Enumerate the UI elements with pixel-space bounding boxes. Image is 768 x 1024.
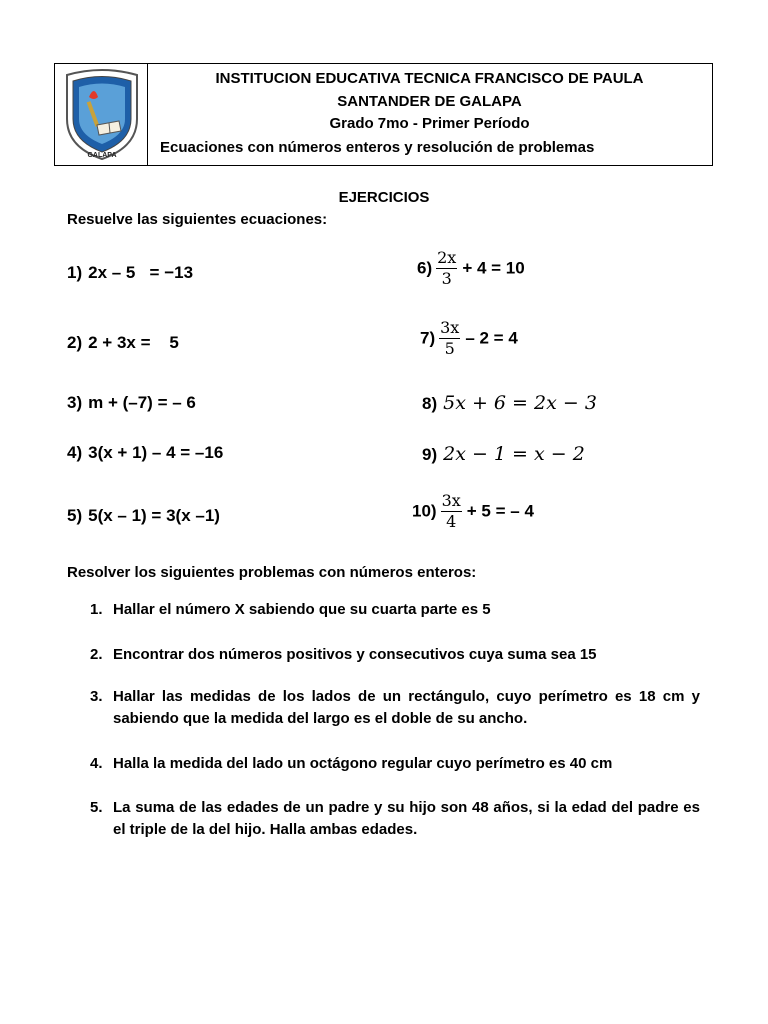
exercises-title: EJERCICIOS xyxy=(338,189,430,206)
document-header xyxy=(54,63,713,166)
fraction: $\frac{3x}{5}$ xyxy=(440,318,460,359)
problem-item: 5. La suma de las edades de un padre y su hijo son 48 años, si la edad del padre es el triple de la del hijo. Halla ambas edades. xyxy=(90,799,700,838)
equation-7: 7) $\frac{3x}{5}$ – 2 = 4 xyxy=(420,318,518,359)
equations-intro: Resuelve las siguientes ecuaciones: xyxy=(67,211,328,228)
institution-location: SANTANDER DE GALAPA xyxy=(337,93,522,110)
problem-item: 3. Hallar las medidas de los lados de un rectángulo, cuyo perímetro es 18 cm y sabiendo que la medida del largo es el doble de su ancho. xyxy=(90,688,700,727)
fraction: $\frac{2x}{3}$ xyxy=(437,248,457,289)
equation-5: 5) 5(x – 1) = 3(x –1) xyxy=(67,506,220,525)
problem-item: 1. Hallar el número X sabiendo que su cuarta parte es 5 xyxy=(90,601,491,618)
equation-2: 2) 2 + 3x = 5 xyxy=(67,333,179,352)
logo-cell xyxy=(55,64,148,165)
problems-intro: Resolver los siguientes problemas con números enteros: xyxy=(67,564,477,581)
logo-text: GALAPA xyxy=(87,152,117,159)
grade-period: Grado 7mo - Primer Período xyxy=(329,115,530,132)
equation-3: 3) m + (–7) = – 6 xyxy=(67,393,196,412)
problem-item: 4. Halla la medida del lado un octágono regular cuyo perímetro es 40 cm xyxy=(90,755,613,772)
equation-4: 4) 3(x + 1) – 4 = –16 xyxy=(67,443,224,462)
problem-item: 2. Encontrar dos números positivos y consecutivos cuya suma sea 15 xyxy=(90,646,597,663)
worksheet-topic: Ecuaciones con números enteros y resolución de problemas xyxy=(160,139,595,156)
fraction: $\frac{3x}{4}$ xyxy=(441,491,461,532)
equation-9: 9) 2x − 1 = x − 2 xyxy=(422,443,585,465)
school-crest-icon xyxy=(61,67,143,161)
equation-6: 6) $\frac{2x}{3}$ + 4 = 10 xyxy=(417,248,525,289)
institution-name: INSTITUCION EDUCATIVA TECNICA FRANCISCO DE PAULA xyxy=(215,70,644,87)
equation-10: 10) $\frac{3x}{4}$ + 5 = – 4 xyxy=(412,491,534,532)
equation-8: 8) 5x + 6 = 2x − 3 xyxy=(422,392,597,414)
equation-1: 1) 2x – 5 = −13 xyxy=(67,263,194,282)
